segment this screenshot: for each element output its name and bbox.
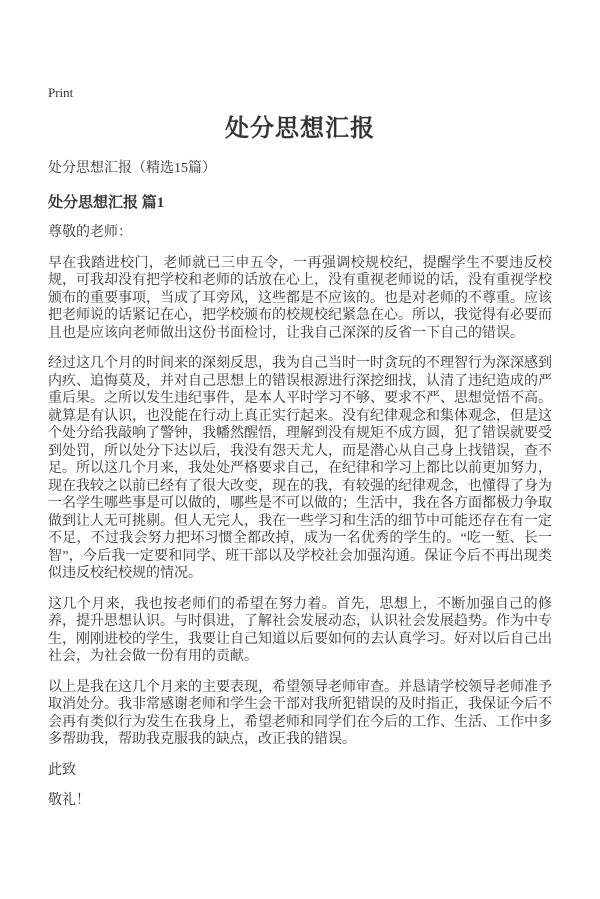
section-heading: 处分思想汇报 篇1 [48, 195, 165, 211]
document-subtitle: 处分思想汇报（精选15篇） [48, 161, 216, 176]
body-paragraph: 早在我踏进校门，老师就已三申五令，一再强调校规校纪，提醒学生不要违反校规，可我却没有把学校和老师的话放在心上，没有重视老师说的话，没有重视学校颁布的重要事项，当成了耳旁风，这些都是不应该的。也是对老师的不尊重。应该把老师说的话紧记在心，把学校颁布的校规校纪紧急在心。所以，我觉得有必要而且也是应该向老师做出这份书面检讨，让我自己深深的反省一下自己的错误。 [48, 255, 552, 341]
body-paragraph: 经过这几个月的时间来的深刻反思，我为自己当时一时贪玩的不理智行为深深感到内疚、追悔莫及，并对自己思想上的错误根源进行深挖细找，认清了违纪造成的严重后果。之所以发生违纪事件，是本人平时学习不够、要求不严、思想觉悟不高。就算是有认识，也没能在行动上真正实行起来。没有纪律观念和集体观念，但是这个处分给我敲响了警钟，我幡然醒悟，理解到没有规矩不成方圆，犯了错误就要受到处罚，所以处分下达以后，我没有怨天尤人，而是潜心从自己身上找错误，查不足。所以这几个月来，我处处严格要求自己，在纪律和学习上都比以前更加努力，现在我较之以前已经有了很大改变，现在的我，有较强的纪律观念，也懂得了身为一名学生哪些事是可以做的，哪些是不可以做的；生活中，我在各方面都极力争取做到让人无可挑剔。但人无完人，我在一些学习和生活的细节中可能还存在有一定不足，不过我会努力把坏习惯全都改掉，成为一名优秀的学生的。“吃一堑、长一智”，今后我一定要和同学、班干部以及学校社会加强沟通。保证今后不再出现类似违反校纪校规的情况。 [48, 356, 552, 581]
salute: 敬礼！ [48, 793, 90, 808]
document-body [48, 224, 552, 810]
page-title: 处分思想汇报 [225, 116, 375, 142]
body-paragraph: 这几个月来，我也按老师们的希望在努力着。首先，思想上，不断加强自己的修养，提升思想认识。与时俱进，了解社会发展动态，认识社会发展趋势。作为中专生，刚刚进校的学生，我要让自己知道以后要如何的去认真学习。好对以后自己出社会，为社会做一份有用的贡献。 [48, 596, 552, 664]
print-button[interactable]: Print [48, 85, 74, 100]
valediction: 此致 [48, 762, 76, 778]
body-paragraph: 以上是我在这几个月来的主要表现，希望领导老师审查。并恳请学校领导老师准予取消处分。我非常感谢老师和学生会干部对我所犯错误的及时指正，我保证今后不会再有类似行为发生在我身上，希望老师和同学们在今后的工作、生活、工作中多多帮助我，帮助我克服我的缺点，改正我的错误。 [48, 679, 552, 747]
salutation: 尊敬的老师： [48, 225, 132, 240]
